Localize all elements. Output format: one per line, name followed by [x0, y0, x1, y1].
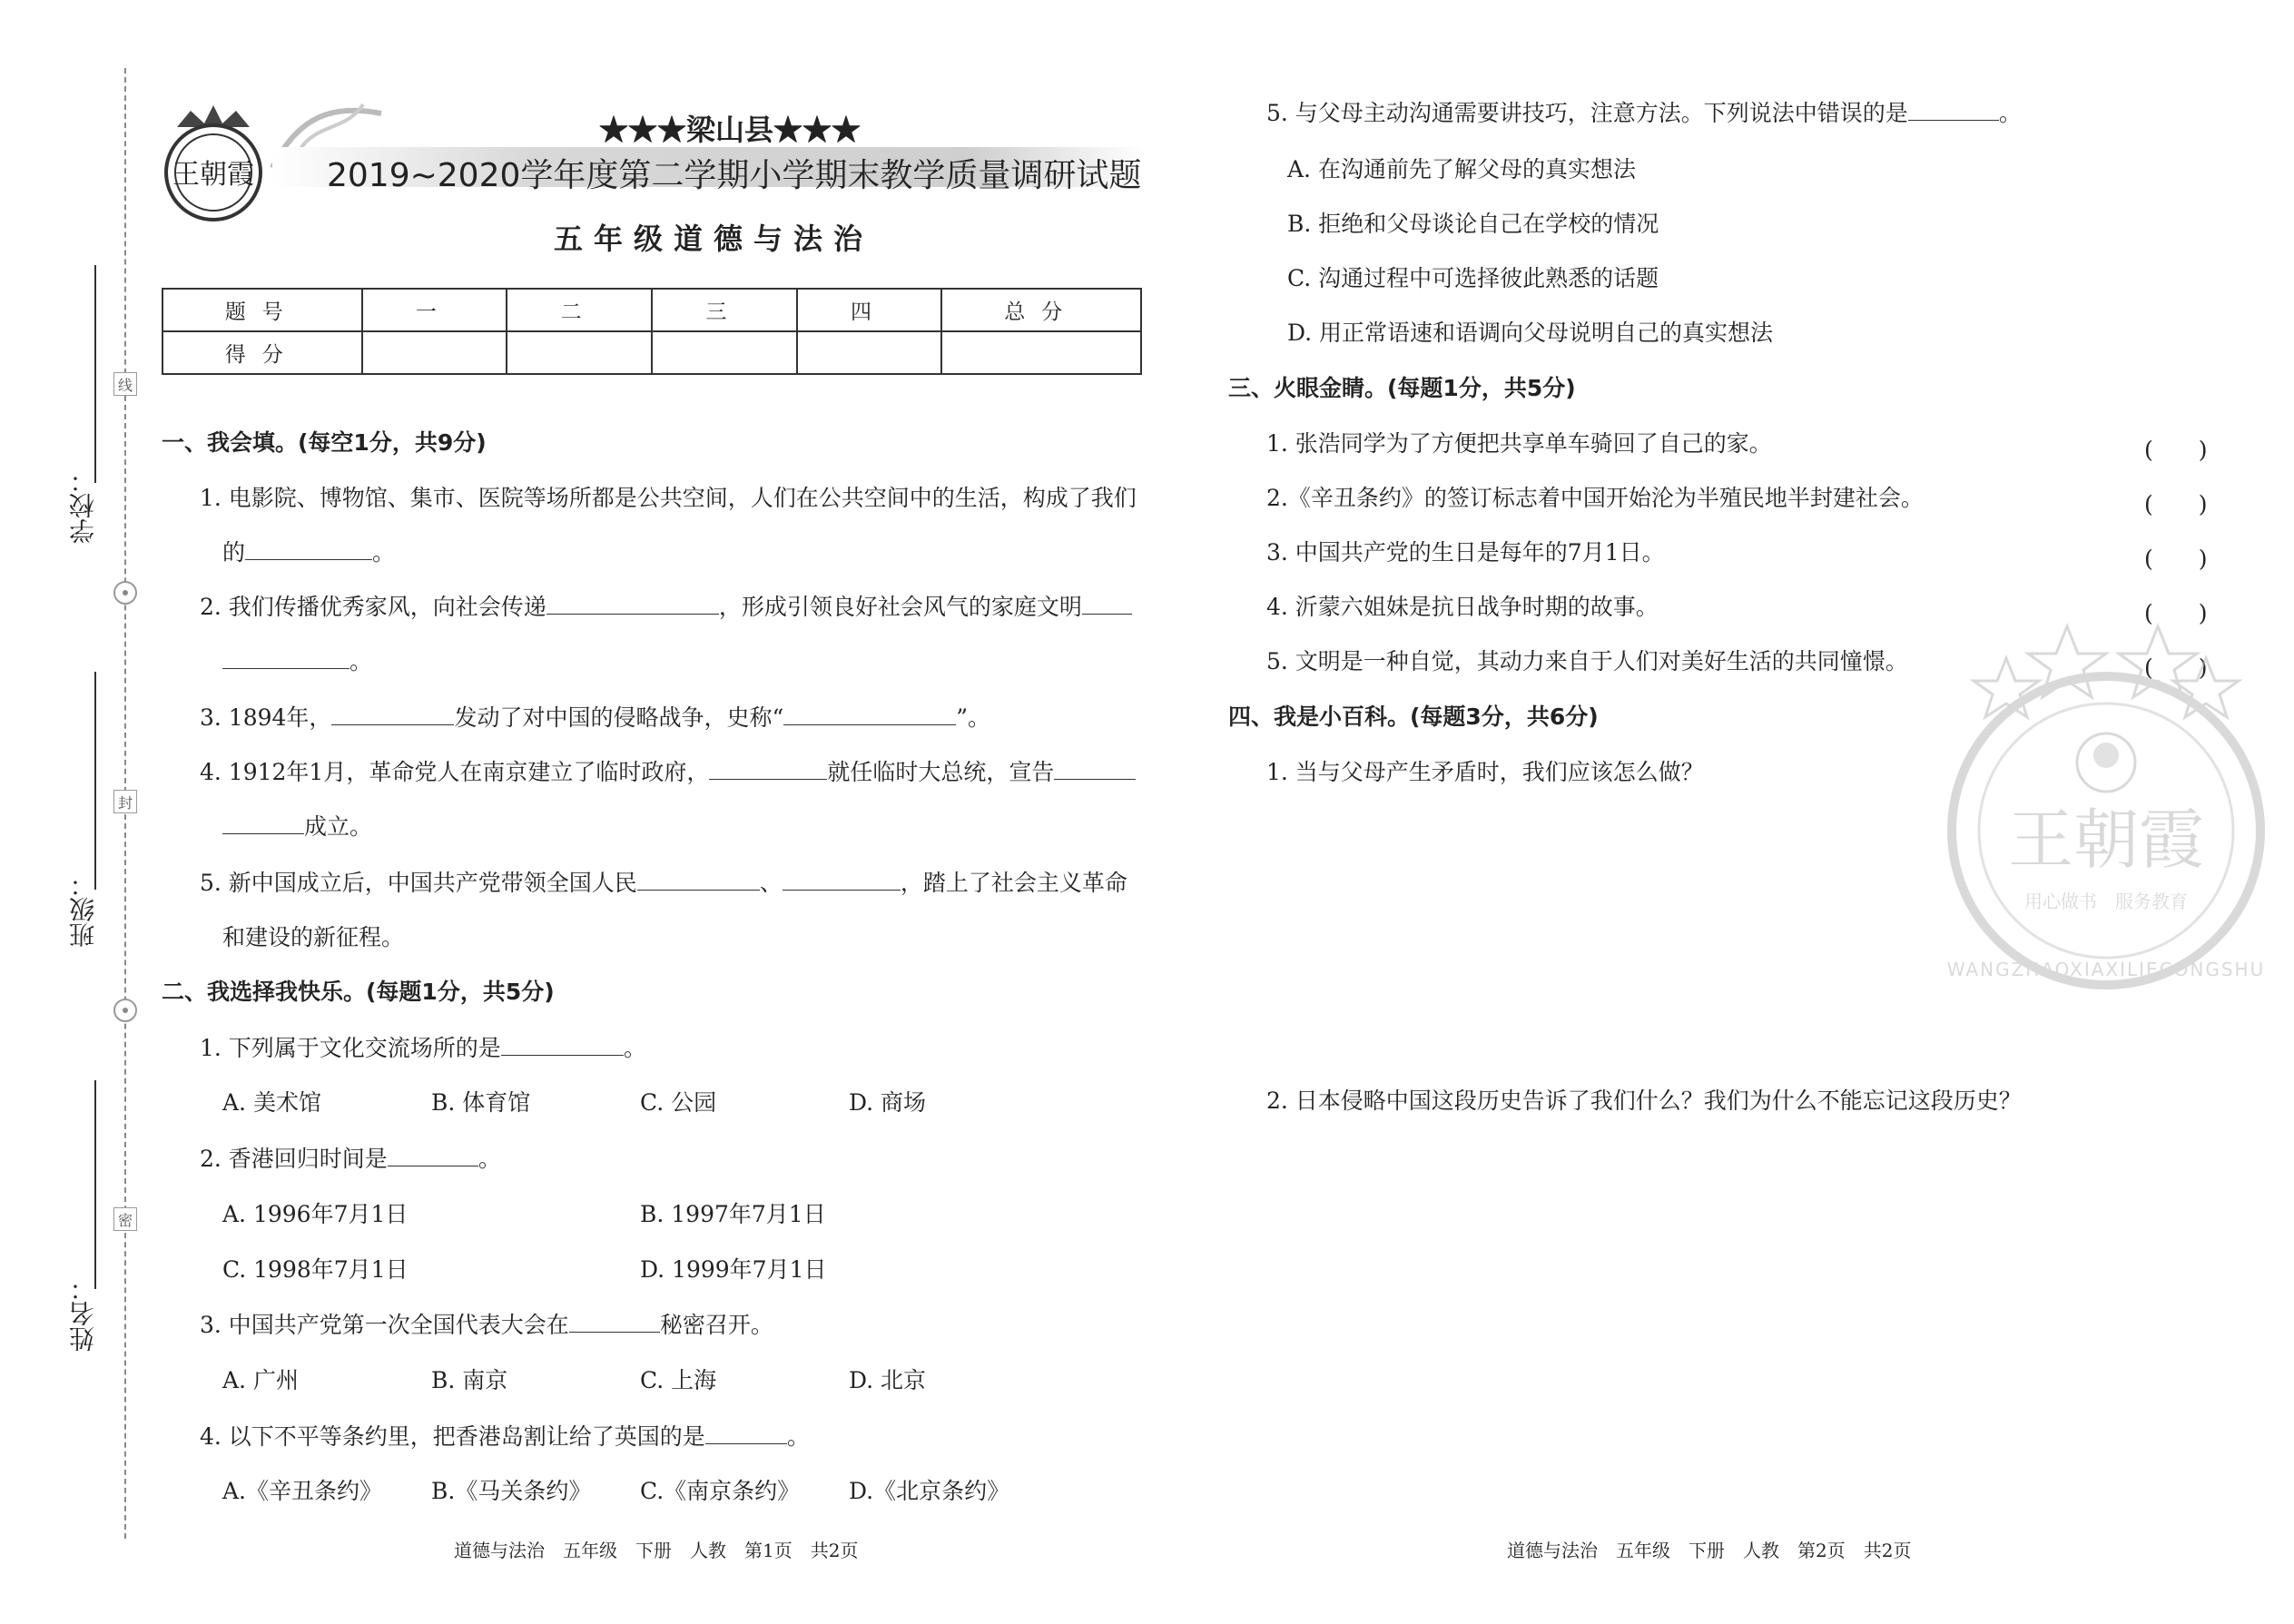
s1-q2-line2: [222, 650, 372, 673]
answer-blank[interactable]: [245, 542, 372, 560]
judge-answer-box[interactable]: ( ): [2144, 437, 2208, 463]
s3-item-1: 1. 张浩同学为了方便把共享单车骑回了自己的家。: [1266, 430, 1772, 457]
footer-page1: 道德与法治 五年级 下册 人教 第1页 共2页: [454, 1540, 859, 1561]
s1-q3: [200, 706, 990, 729]
s3-item-4: 4. 沂蒙六姐妹是抗日战争时期的故事。: [1266, 594, 1659, 620]
s1-q4-line1: [200, 761, 1136, 783]
s2-q1-option-d: D. 商场: [849, 1089, 927, 1116]
text: 5. 与父母主动沟通需要讲技巧，注意方法。下列说法中错误的是: [1266, 100, 1908, 126]
table-cell: 得分: [162, 331, 362, 374]
answer-blank[interactable]: [222, 651, 350, 669]
answer-blank[interactable]: [1054, 762, 1136, 780]
answer-blank[interactable]: [501, 1038, 624, 1056]
text: 。: [372, 539, 396, 566]
binding-hole-icon: [113, 581, 137, 605]
s3-item-2: 2.《辛丑条约》的签订标志着中国开始沦为半殖民地半封建社会。: [1266, 485, 1924, 511]
text: 成立。: [304, 813, 373, 840]
score-table: [162, 288, 1142, 375]
s1-q4-line2: [222, 815, 372, 838]
table-cell: 一: [362, 289, 507, 331]
name-label: 姓名：: [68, 1275, 98, 1352]
answer-blank[interactable]: [1082, 596, 1132, 615]
s1-q2-line1: [200, 595, 1132, 618]
score-input-cell[interactable]: [652, 331, 797, 374]
table-cell: 题号: [162, 289, 362, 331]
answer-blank[interactable]: [783, 872, 901, 891]
s4-q2-answer-area[interactable]: [1266, 1127, 2138, 1491]
answer-blank[interactable]: [222, 816, 304, 834]
class-write-line: [94, 672, 96, 890]
svg-text:王朝霞: 王朝霞: [172, 159, 254, 191]
judge-answer-box[interactable]: ( ): [2144, 600, 2208, 626]
judge-answer-box[interactable]: ( ): [2144, 491, 2208, 517]
table-cell: 四: [797, 289, 942, 331]
s2-q1: [200, 1037, 646, 1059]
answer-blank[interactable]: [705, 1426, 787, 1444]
name-write-line: [94, 1080, 96, 1289]
s2-q3-option-a: A. 广州: [222, 1367, 299, 1393]
s1-q5-line2: 和建设的新征程。: [222, 924, 405, 950]
s2-q4-option-c: C.《南京条约》: [640, 1478, 801, 1504]
table-cell: 三: [652, 289, 797, 331]
watermark-slogan-text: 用心做书 服务教育: [2024, 891, 2188, 912]
s4-q2: 2. 日本侵略中国这段历史告诉了我们什么？我们为什么不能忘记这段历史？: [1266, 1088, 2022, 1114]
answer-blank[interactable]: [1908, 103, 1999, 121]
text: 。: [786, 1423, 810, 1450]
text: 就任临时大总统，宣告: [827, 759, 1055, 785]
text: 。: [478, 1146, 501, 1172]
judge-answer-box[interactable]: ( ): [2144, 655, 2208, 681]
text: 3. 中国共产党第一次全国代表大会在: [200, 1312, 569, 1338]
section2-title: 二、我选择我快乐。(每题1分，共5分): [162, 979, 555, 1005]
text: 4. 以下不平等条约里，把香港岛割让给了英国的是: [200, 1423, 705, 1450]
s2-q2-option-c: C. 1998年7月1日: [222, 1256, 409, 1283]
text: 1. 下列属于文化交流场所的是: [200, 1035, 501, 1061]
score-header-row: [162, 289, 1141, 331]
section4-title: 四、我是小百科。(每题3分，共6分): [1228, 704, 1599, 730]
text: 4. 1912年1月，革命党人在南京建立了临时政府，: [200, 759, 710, 785]
score-input-cell[interactable]: [507, 331, 652, 374]
s3-item-5: 5. 文明是一种自觉，其动力来自于人们对美好生活的共同憧憬。: [1266, 648, 1908, 674]
s2-q5: [1266, 102, 2022, 124]
exam-title: 2019~2020学年度第二学期小学期末教学质量调研试题: [327, 157, 1142, 194]
watermark-name-text: 王朝霞: [2007, 802, 2205, 878]
s2-q5-option-c: C. 沟通过程中可选择彼此熟悉的话题: [1287, 265, 1659, 291]
s2-q1-option-a: A. 美术馆: [222, 1089, 321, 1116]
text: 3. 1894年，: [200, 704, 332, 731]
text: ，踏上了社会主义革命: [900, 870, 1127, 896]
county-heading: ★★★梁山县★★★: [599, 113, 861, 147]
score-value-row: [162, 331, 1141, 374]
s2-q4-option-a: A.《辛丑条约》: [222, 1478, 383, 1504]
s2-q3-option-d: D. 北京: [849, 1367, 927, 1393]
section3-title: 三、火眼金睛。(每题1分，共5分): [1228, 375, 1576, 401]
section1-title: 一、我会填。(每空1分，共9分): [162, 429, 487, 456]
text: 2. 我们传播优秀家风，向社会传递: [200, 594, 546, 620]
seal-mark-line: 线: [113, 372, 137, 396]
school-label: 学校：: [68, 468, 98, 544]
s2-q2: [200, 1147, 501, 1170]
table-cell: 二: [507, 289, 652, 331]
text: 、: [759, 870, 783, 896]
watermark-pinyin-text: WANGZHAOXIAXILIECONGSHU: [1946, 959, 2266, 980]
text: 发动了对中国的侵略战争，史称“: [454, 704, 784, 731]
s2-q5-option-b: B. 拒绝和父母谈论自己在学校的情况: [1287, 211, 1659, 237]
score-input-cell[interactable]: [797, 331, 942, 374]
s2-q1-option-b: B. 体育馆: [431, 1089, 531, 1116]
text: 2. 香港回归时间是: [200, 1146, 388, 1172]
text: 。: [350, 648, 373, 674]
answer-blank[interactable]: [637, 872, 760, 891]
publisher-logo: [154, 100, 272, 227]
seal-mark-seal: 封: [113, 790, 137, 813]
school-write-line: [94, 265, 96, 483]
text: ，形成引领良好社会风气的家庭文明: [718, 594, 1082, 620]
answer-blank[interactable]: [783, 707, 956, 725]
text: 秘密召开。: [659, 1312, 773, 1338]
binding-hole-icon: [113, 999, 137, 1022]
s2-q2-option-d: D. 1999年7月1日: [640, 1256, 827, 1283]
s2-q5-option-a: A. 在沟通前先了解父母的真实想法: [1287, 156, 1636, 182]
seal-mark-close: 密: [113, 1207, 137, 1231]
s1-q5-line1: [200, 871, 1127, 894]
score-input-cell[interactable]: [362, 331, 507, 374]
text: 的: [222, 539, 246, 566]
text: 5. 新中国成立后，中国共产党带领全国人民: [200, 870, 637, 896]
judge-answer-box[interactable]: ( ): [2144, 546, 2208, 572]
footer-page2: 道德与法治 五年级 下册 人教 第2页 共2页: [1507, 1540, 1912, 1561]
s1-q1-line1: 1. 电影院、博物馆、集市、医院等场所都是公共空间，人们在公共空间中的生活，构成了我们: [200, 485, 1137, 511]
s2-q3-option-c: C. 上海: [640, 1367, 717, 1393]
answer-blank[interactable]: [569, 1314, 660, 1333]
subject-title: 五年级道德与法治: [554, 221, 874, 256]
text: ”。: [956, 704, 991, 731]
s2-q4: [200, 1425, 810, 1448]
s2-q1-option-c: C. 公园: [640, 1089, 717, 1116]
s2-q3: [200, 1314, 773, 1336]
answer-blank[interactable]: [388, 1148, 478, 1166]
watermark-stamp: [1925, 617, 2279, 989]
s2-q3-option-b: B. 南京: [431, 1367, 508, 1393]
text: 。: [1998, 100, 2022, 126]
score-input-cell[interactable]: [941, 331, 1141, 374]
s2-q5-option-d: D. 用正常语速和语调向父母说明自己的真实想法: [1287, 320, 1774, 346]
s3-item-3: 3. 中国共产党的生日是每年的7月1日。: [1266, 539, 1665, 566]
table-cell: 总分: [941, 289, 1141, 331]
s4-q1: 1. 当与父母产生矛盾时，我们应该怎么做？: [1266, 759, 1704, 785]
s2-q2-option-a: A. 1996年7月1日: [222, 1201, 409, 1227]
answer-blank[interactable]: [709, 762, 827, 780]
class-label: 班级：: [68, 871, 98, 948]
text: 。: [623, 1035, 646, 1061]
answer-blank[interactable]: [546, 596, 719, 615]
answer-blank[interactable]: [331, 707, 454, 725]
s2-q4-option-d: D.《北京条约》: [849, 1478, 1010, 1504]
s2-q2-option-b: B. 1997年7月1日: [640, 1201, 826, 1227]
s2-q4-option-b: B.《马关条约》: [431, 1478, 592, 1504]
s1-q1-line2: [222, 541, 395, 564]
